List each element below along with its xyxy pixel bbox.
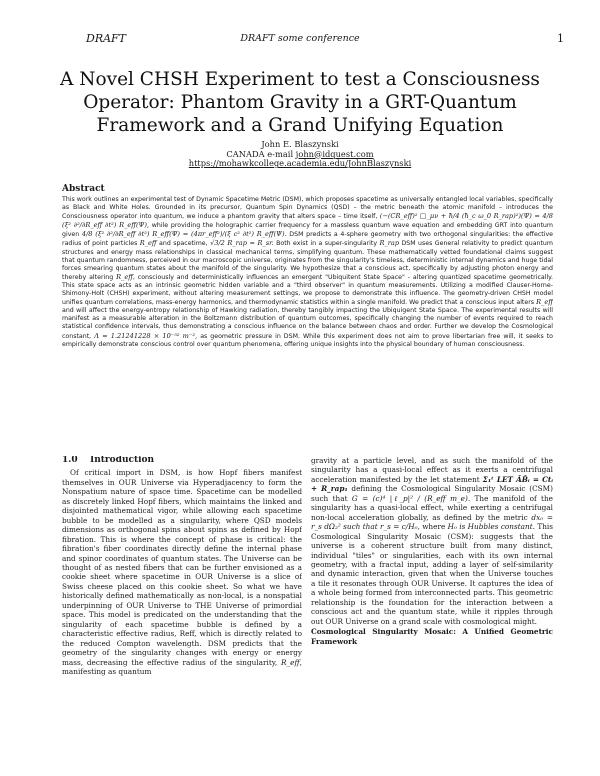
paper-title: A Novel CHSH Experiment to test a Consciousness Operator: Phantom Gravity in a GRT-Quantum Framework and a Grand Unifying Equation	[60, 69, 540, 136]
paragraph-text: where	[422, 522, 446, 532]
author-name: John E. Blaszynski	[261, 139, 339, 149]
equation: R_rap	[379, 239, 400, 248]
abstract-text: and spacetime,	[159, 240, 208, 248]
equation: R_eff	[116, 272, 133, 281]
affiliation: CANADA e-mail	[226, 148, 296, 159]
page-number: 1	[557, 32, 564, 45]
right-column	[311, 456, 553, 756]
equation: R_eff	[139, 239, 157, 248]
left-column	[62, 456, 302, 756]
abstract-text: as geometric pressure in DSM. While this experiment does not aim to prove libertarian free will, it seeks to empirically demonstrate conscious control over quantum phenomena, offering unique insights into the physical boundary of human consciousness.	[62, 332, 553, 348]
author-block	[40, 140, 560, 169]
paragraph-text: Of critical import in DSM, is how Hopf fibers manifest themselves in OUR Universe via Hyperadjacency to form the Nonspatium nature of space time. Spacetime can be modelled as discretely linked Hopf fibers, which maintains the linked and disjointed mathematical vigor, while allowing each spacetime bubble to be modelled as a singularity, where QSD models dimensions as orthogonal spins about spins as defined by Hopf fibration. This is where the concept of phase is critical: the fibration's fiber coordinates directly define the internal phase and spinor coordinates of quantum states. The Universe can be thought of as nested fibers that can be further envisioned as a cookie sheet where spacetime in OUR Universe is a slice of Swiss cheese placed on this cookie sheet. So what we have historically defined mathematically as non-local, is a nonspatial underpinning of OUR Universe to THE Universe of primordial space. This model is predicated on the understanding that the singularity of each spacetime bubble is defined by a characteristic effective radius, Reff, which is directly related to the reduced Compton wavelength. DSM predicts that the geometry of the singularity changes with energy or energy mass, decreasing the effective radius of the singularity,	[62, 468, 302, 667]
body-paragraph	[311, 456, 553, 626]
equation: G = (c)⁴ |ℓ_p|² / (R_eff m_e).	[351, 493, 471, 503]
abstract-text: and will affect the energy-entropy relationship of Hawking radiation, thereby tangibly impacting the Ubiquigent State Space. The experimental results will manifest as a measurable alteration in the Boltzmann distribution of quantum outcomes, specifically changing the number of events required to reach statistical confidence intervals, thus demonstrating a conscious influence on the balance between chaos and order. Further we develop the Cosmological constant,	[62, 307, 553, 340]
running-header-left: DRAFT	[86, 32, 127, 45]
email-link[interactable]: john@idquest.com	[295, 148, 374, 159]
running-header-center: DRAFT some conference	[240, 33, 360, 44]
abstract-text: DSM predicts a 4-sphere geometry with two orthogonal singularities: the effective radius of point particles	[62, 231, 553, 248]
paragraph-text: defining the Cosmological Singularity Mosaic (CSM) such that	[311, 484, 553, 503]
equation: Σ₁ᵗ LET ĀB̄ᵢ = Ctᵢ + R_rap₁	[311, 474, 553, 494]
section-title: Introduction	[90, 456, 155, 465]
equation: R_eff	[536, 298, 553, 307]
paragraph-text: , manifesting as quantum	[62, 657, 302, 676]
section-heading	[62, 456, 302, 465]
abstract-text: , consciously and deterministically influences an emergent "Ubiquitent State Space" - altering quantized spacetime geometrically. This state space acts as an intrinsic geometric hidden variable and a "third observer" in quantum measurements. Utilizing a modified Clauser-Horne-Shimony-Holt (CHSH) experiment, without altering measurement settings, we propose to demonstrate this influence. The geometry-driven CHSH model unifies quantum correlations, mass-energy harmonics, and thermodynamic statistics within a single manifold. We predict that a conscious input alters	[62, 273, 553, 307]
paragraph-text: gravity at a particle level, and as such the manifold of the singularity has a quasi-local effect as it exerts a centrifugal acceleration manifested by the let statement	[311, 456, 553, 484]
paragraph-text: This Cosmological Singularity Mosaic (CSM): suggests that the universe is a coherent structure built from many distinct, individual "tiles" or singularities, each with its own internal geometry, with a fractal input, adding a layer of self-similarity and dynamic interaction, given that when the Universe touches a tile it resonates through OUR Universe. It captures the idea of a whole being formed from interconnected parts. This geometric relationship is the foundation for the interaction between a conscious act and the quantum state, while it ripples through out OUR Universe on a grand scale with cosmological might.	[311, 522, 553, 626]
paragraph-text: The manifold of the singularity has a quasi-local effect, while exerting a centrifugal non-local acceleration globally, as defined by the metric	[311, 493, 553, 522]
abstract-text: Both exist in a super-singularity	[276, 240, 378, 248]
equation: Λ = 1.21241228 × 10⁻⁵² m⁻²,	[94, 331, 198, 340]
equation: 4/8 (ξ² ∂²/∂R_eff ∂t²) R_eff(Ψ) = (4πr_eff²)/(ξ c² ∂t²) R_eff(Ψ).	[81, 230, 287, 239]
abstract-heading: Abstract	[62, 184, 105, 194]
abstract-text: while providing the holographic carrier frequency for a massless quantum wave equation and embedding GRT into quantum given	[62, 222, 553, 239]
abstract-body	[62, 196, 553, 452]
subsection-heading: Cosmological Singularity Mosaic: A Unified Geometric Framework	[311, 627, 553, 646]
abstract-text: This work outlines an experimental test of Dynamic Spacetime Metric (DSM), which proposes spacetime as universally entangled local variables, specifically as Black and White Holes. Grounded in its precursor, Quantum Spin Dynamics (QSD) – the metric beneath the atomic manifold – introduces the Consciousness operator into quantum, we induce a phantom gravity that alters space – time itself,	[62, 196, 553, 221]
abstract-text: DSM uses General relativity to predict quantum structures and energy mass relationships in classical mechanical terms, simplifying quantum. These mathematically vetted foundational claims suggest that quantum randomness, perceived in our macroscopic universe, originates from the singularity's timeless, deterministic internal dynamics and huge tidal forces smearing quantum states about the manifold of the singularity. We hypothesize that a conscious act, specifically by adjusting photon energy and thereby altering	[62, 240, 553, 281]
profile-link[interactable]: https://mohawkcollege.academia.edu/JohnBlaszynski	[188, 158, 412, 169]
equation: R_eff	[281, 657, 300, 667]
equation: √3/2 R_rap = R_sr.	[210, 239, 274, 248]
equation: (−(CR_eff)² □_μν + ħ/4 (ħ_c ω_0 R_rap)²)(Ψ) = 4/8 (ξ² ∂²/∂R_eff ∂t²) R_eff(Ψ),	[62, 212, 553, 230]
body-paragraph	[62, 468, 302, 676]
section-number: 1.0	[62, 456, 78, 465]
equation: dx₀ = r_s dΩ₂² such that r_s = c/H₀,	[311, 512, 553, 532]
equation: H₀ is Hubbles constant.	[447, 522, 535, 532]
